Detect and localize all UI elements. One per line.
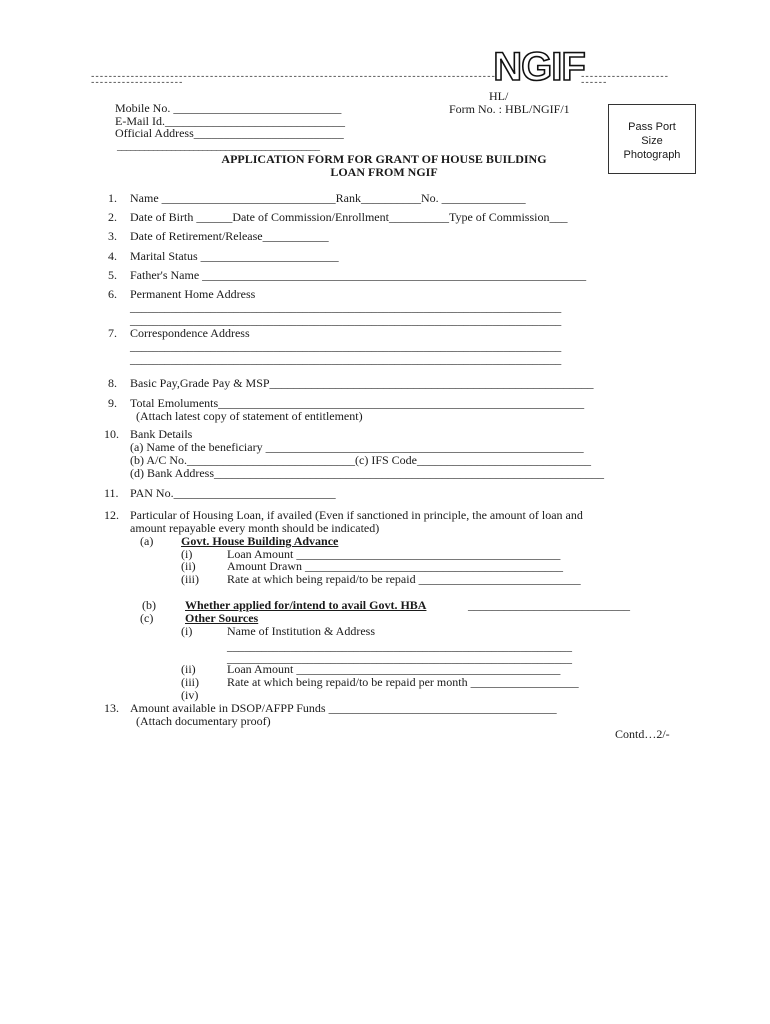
housing-loan-label: Particular of Housing Loan, if availed (Even if sanctioned in principle, the amount of loan and (130, 508, 583, 522)
hba-loan-amount-field[interactable]: Loan Amount ____________________________________________ (227, 547, 561, 561)
photo-label-1: Pass Port (628, 121, 676, 133)
hba-applied-field[interactable]: ___________________________ (468, 598, 630, 612)
mobile-field[interactable]: Mobile No. ____________________________ (115, 101, 342, 115)
section-a-marker: (a) (140, 534, 154, 548)
photo-label-3: Photograph (623, 149, 681, 161)
permanent-address-line-2[interactable]: ___________________________________________________________________________ (130, 315, 562, 327)
dsop-note: (Attach documentary proof) (136, 714, 271, 728)
bank-address-field[interactable]: (d) Bank Address_________________________________________________________________ (130, 466, 604, 480)
name-rank-no-field[interactable]: Name _____________________________Rank__________No. ______________ (130, 191, 526, 205)
beneficiary-name-field[interactable]: (a) Name of the beneficiary _____________________________________________________ (130, 440, 584, 454)
total-emoluments-field[interactable]: Total Emoluments_____________________________________________________________ (130, 396, 585, 410)
item-1-number: 1. (108, 191, 117, 205)
correspondence-address-line-1[interactable]: ___________________________________________________________________________ (130, 341, 562, 353)
a-i-marker: (i) (181, 547, 193, 561)
passport-photo-box (608, 104, 696, 174)
permanent-address-label: Permanent Home Address (130, 287, 256, 301)
logo-text: NGIF (493, 45, 585, 89)
other-repay-rate-field[interactable]: Rate at which being repaid/to be repaid per month __________________ (227, 675, 579, 689)
item-7-number: 7. (108, 326, 117, 340)
bank-details-label: Bank Details (130, 427, 193, 441)
a-ii-marker: (ii) (181, 559, 196, 573)
official-address-field[interactable]: Official Address_________________________ (115, 126, 344, 140)
institution-address-label: Name of Institution & Address (227, 624, 375, 638)
institution-address-line-2[interactable]: ____________________________________________________________ (227, 653, 572, 665)
form-title-line-1: APPLICATION FORM FOR GRANT OF HOUSE BUILDING (221, 152, 547, 166)
permanent-address-line-1[interactable]: ___________________________________________________________________________ (130, 302, 562, 314)
hba-amount-drawn-field[interactable]: Amount Drawn ___________________________________________ (227, 559, 563, 573)
basic-pay-field[interactable]: Basic Pay,Grade Pay & MSP______________________________________________________ (130, 376, 594, 390)
pan-number-field[interactable]: PAN No.___________________________ (130, 486, 336, 500)
c-i-marker: (i) (181, 624, 193, 638)
retirement-date-field[interactable]: Date of Retirement/Release___________ (130, 229, 329, 243)
account-ifs-field[interactable]: (b) A/C No.____________________________(c) IFS Code_____________________________ (130, 453, 591, 467)
ngif-logo (493, 45, 585, 89)
email-field[interactable]: E-Mail Id.______________________________ (115, 114, 345, 128)
c-ii-marker: (ii) (181, 662, 196, 676)
correspondence-address-line-2[interactable]: ___________________________________________________________________________ (130, 354, 562, 366)
item-5-number: 5. (108, 268, 117, 282)
other-loan-amount-field[interactable]: Loan Amount ____________________________________________ (227, 662, 561, 676)
item-12-number: 12. (104, 508, 119, 522)
correspondence-address-label: Correspondence Address (130, 326, 250, 340)
c-iv-marker: (iv) (181, 688, 199, 702)
institution-address-line-1[interactable]: ____________________________________________________________ (227, 641, 572, 653)
hba-applied-heading: Whether applied for/intend to avail Govt. HBA (185, 598, 427, 612)
dob-commission-field[interactable]: Date of Birth ______Date of Commission/Enrollment__________Type of Commission___ (130, 210, 568, 224)
item-6-number: 6. (108, 287, 117, 301)
item-4-number: 4. (108, 249, 117, 263)
item-10-number: 10. (104, 427, 119, 441)
dsop-funds-field[interactable]: Amount available in DSOP/AFPP Funds ______________________________________ (130, 701, 557, 715)
other-sources-heading: Other Sources (185, 611, 259, 625)
photo-label-2: Size (641, 135, 663, 147)
form-number: Form No. : HBL/NGIF/1 (449, 102, 570, 116)
govt-hba-heading: Govt. House Building Advance (181, 534, 339, 548)
section-b-marker: (b) (142, 598, 156, 612)
header-dash-left: ----------------------------------------------------------------------------------------------------------------- (90, 72, 495, 88)
housing-loan-label-cont: amount repayable every month should be indicated) (130, 521, 380, 535)
emoluments-note: (Attach latest copy of statement of entitlement) (136, 409, 363, 423)
item-3-number: 3. (108, 229, 117, 243)
official-address-line[interactable]: _____________________________________________ (117, 141, 320, 152)
marital-status-field[interactable]: Marital Status _______________________ (130, 249, 339, 263)
hba-repay-rate-field[interactable]: Rate at which being repaid/to be repaid ___________________________ (227, 572, 581, 586)
header-dash-right: -------------------------- (580, 72, 669, 88)
item-11-number: 11. (104, 486, 119, 500)
continued-marker: Contd…2/- (615, 727, 670, 741)
item-8-number: 8. (108, 376, 117, 390)
c-iii-marker: (iii) (181, 675, 199, 689)
a-iii-marker: (iii) (181, 572, 199, 586)
item-2-number: 2. (108, 210, 117, 224)
form-title-line-2: LOAN FROM NGIF (330, 165, 438, 179)
hl-label: HL/ (489, 89, 509, 103)
item-13-number: 13. (104, 701, 119, 715)
section-c-marker: (c) (140, 611, 154, 625)
fathers-name-field[interactable]: Father's Name ________________________________________________________________ (130, 268, 587, 282)
item-9-number: 9. (108, 396, 117, 410)
